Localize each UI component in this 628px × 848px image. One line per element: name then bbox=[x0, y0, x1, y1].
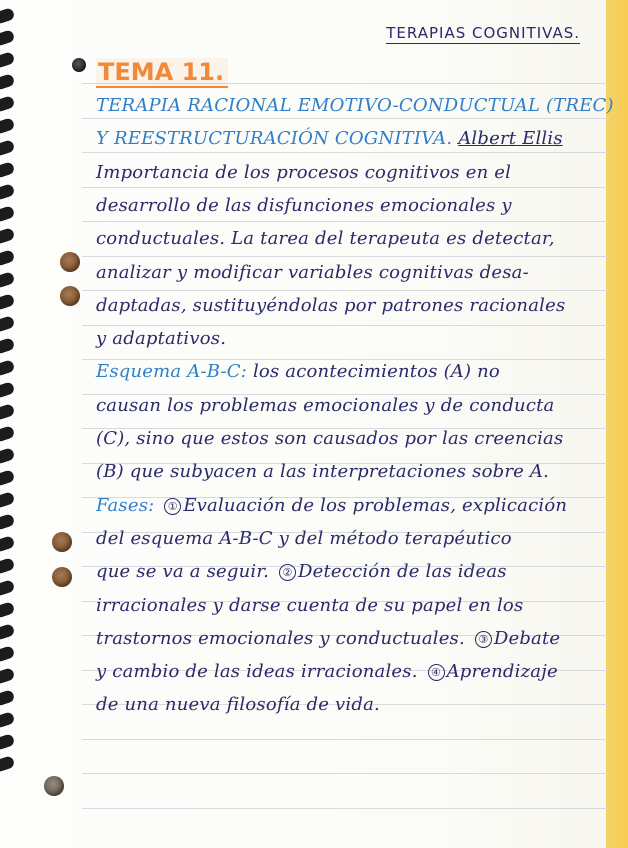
punch-hole bbox=[52, 567, 72, 587]
spiral-ring bbox=[0, 95, 15, 113]
note-line bbox=[96, 128, 563, 149]
note-line bbox=[96, 428, 563, 449]
note-line bbox=[96, 461, 549, 482]
ruled-line bbox=[82, 325, 608, 326]
ruled-line bbox=[82, 221, 608, 222]
note-text: daptadas, sustituyéndolas por patrones racionales bbox=[96, 295, 566, 316]
note-text: causan los problemas emocionales y de conducta bbox=[96, 395, 555, 416]
spiral-ring bbox=[0, 139, 15, 157]
ruled-line bbox=[82, 256, 608, 257]
note-line bbox=[96, 694, 380, 715]
spiral-ring bbox=[0, 733, 15, 751]
spiral-ring bbox=[0, 403, 15, 421]
note-text: desarrollo de las disfunciones emocionales y bbox=[96, 195, 512, 216]
phase-number: ② bbox=[279, 564, 296, 581]
note-line bbox=[96, 495, 567, 516]
spiral-ring bbox=[0, 227, 15, 245]
note-text: de una nueva filosofía de vida. bbox=[96, 694, 380, 715]
phase-number: ③ bbox=[475, 631, 492, 648]
note-text: y adaptativos. bbox=[96, 328, 227, 349]
note-text: Evaluación de los problemas, explicación bbox=[183, 495, 568, 516]
note-text: que se va a seguir. bbox=[96, 561, 276, 582]
note-text: TERAPIA RACIONAL EMOTIVO-CONDUCTUAL (TREC) bbox=[96, 95, 614, 116]
spiral-ring bbox=[0, 689, 15, 707]
phase-number: ① bbox=[164, 498, 181, 515]
spiral-ring bbox=[0, 249, 15, 267]
spiral-ring bbox=[0, 557, 15, 575]
note-line bbox=[96, 95, 614, 116]
page-header-title: TERAPIAS COGNITIVAS. bbox=[386, 24, 580, 42]
note-text: y cambio de las ideas irracionales. bbox=[96, 661, 424, 682]
spiral-ring bbox=[0, 425, 15, 443]
note-line bbox=[96, 661, 558, 682]
note-line bbox=[96, 262, 529, 283]
spiral-ring bbox=[0, 117, 15, 135]
spiral-ring bbox=[0, 491, 15, 509]
spiral-ring bbox=[0, 381, 15, 399]
ruled-line bbox=[82, 152, 608, 153]
spiral-ring bbox=[0, 51, 15, 69]
ruled-line bbox=[82, 773, 608, 774]
note-text: Aprendizaje bbox=[446, 661, 558, 682]
ruled-line bbox=[82, 808, 608, 809]
note-text: (B) que subyacen a las interpretaciones sobre A. bbox=[96, 461, 550, 482]
spiral-ring bbox=[0, 29, 15, 47]
note-line bbox=[96, 628, 560, 649]
phase-number: ④ bbox=[428, 664, 445, 681]
ruled-line bbox=[82, 187, 608, 188]
spiral-ring bbox=[0, 535, 15, 553]
ruled-line bbox=[82, 739, 608, 740]
spiral-ring bbox=[0, 7, 15, 25]
tema-heading: TEMA 11. bbox=[96, 58, 228, 88]
spiral-ring bbox=[0, 755, 15, 773]
spiral-ring bbox=[0, 667, 15, 685]
note-text: Y REESTRUCTURACIÓN COGNITIVA. bbox=[96, 128, 459, 149]
punch-hole bbox=[52, 532, 72, 552]
punch-hole bbox=[60, 286, 80, 306]
note-line bbox=[96, 361, 500, 382]
spiral-ring bbox=[0, 73, 15, 91]
note-text: Debate bbox=[493, 628, 561, 649]
note-line bbox=[96, 295, 565, 316]
ruled-line bbox=[82, 290, 608, 291]
note-line bbox=[96, 195, 512, 216]
note-text: conductuales. La tarea del terapeuta es detectar, bbox=[96, 228, 555, 249]
note-text: Albert Ellis bbox=[458, 128, 563, 149]
ruled-line bbox=[82, 118, 608, 119]
note-text: los acontecimientos (A) no bbox=[252, 361, 500, 382]
spiral-ring bbox=[0, 183, 15, 201]
spiral-ring bbox=[0, 315, 15, 333]
note-text: trastornos emocionales y conductuales. bbox=[96, 628, 471, 649]
note-text: Esquema A-B-C: bbox=[96, 361, 253, 382]
spiral-ring bbox=[0, 271, 15, 289]
punch-hole bbox=[72, 58, 86, 72]
spiral-ring bbox=[0, 293, 15, 311]
note-text: Importancia de los procesos cognitivos en el bbox=[96, 162, 512, 183]
note-line bbox=[96, 595, 523, 616]
spiral-ring bbox=[0, 469, 15, 487]
note-line bbox=[96, 228, 555, 249]
note-text: del esquema A-B-C y del método terapéutico bbox=[96, 528, 512, 549]
spiral-ring bbox=[0, 711, 15, 729]
note-text: irracionales y darse cuenta de su papel en los bbox=[96, 595, 524, 616]
spiral-ring bbox=[0, 337, 15, 355]
spiral-ring bbox=[0, 447, 15, 465]
spiral-ring bbox=[0, 513, 15, 531]
spiral-ring bbox=[0, 205, 15, 223]
spiral-ring bbox=[0, 623, 15, 641]
note-text: analizar y modificar variables cognitivas desa- bbox=[96, 262, 529, 283]
punch-hole bbox=[60, 252, 80, 272]
yellow-sticky-edge bbox=[606, 0, 628, 848]
ruled-line bbox=[82, 359, 608, 360]
note-line bbox=[96, 561, 507, 582]
note-text: Detección de las ideas bbox=[298, 561, 507, 582]
note-text: (C), sino que estos son causados por las creencias bbox=[96, 428, 564, 449]
note-line bbox=[96, 528, 512, 549]
spiral-ring bbox=[0, 359, 15, 377]
spiral-ring bbox=[0, 645, 15, 663]
note-line bbox=[96, 328, 226, 349]
spiral-ring bbox=[0, 601, 15, 619]
note-line bbox=[96, 162, 511, 183]
note-text: Fases: bbox=[96, 495, 161, 516]
spiral-ring bbox=[0, 579, 15, 597]
punch-hole bbox=[44, 776, 64, 796]
note-line bbox=[96, 395, 554, 416]
spiral-ring bbox=[0, 161, 15, 179]
